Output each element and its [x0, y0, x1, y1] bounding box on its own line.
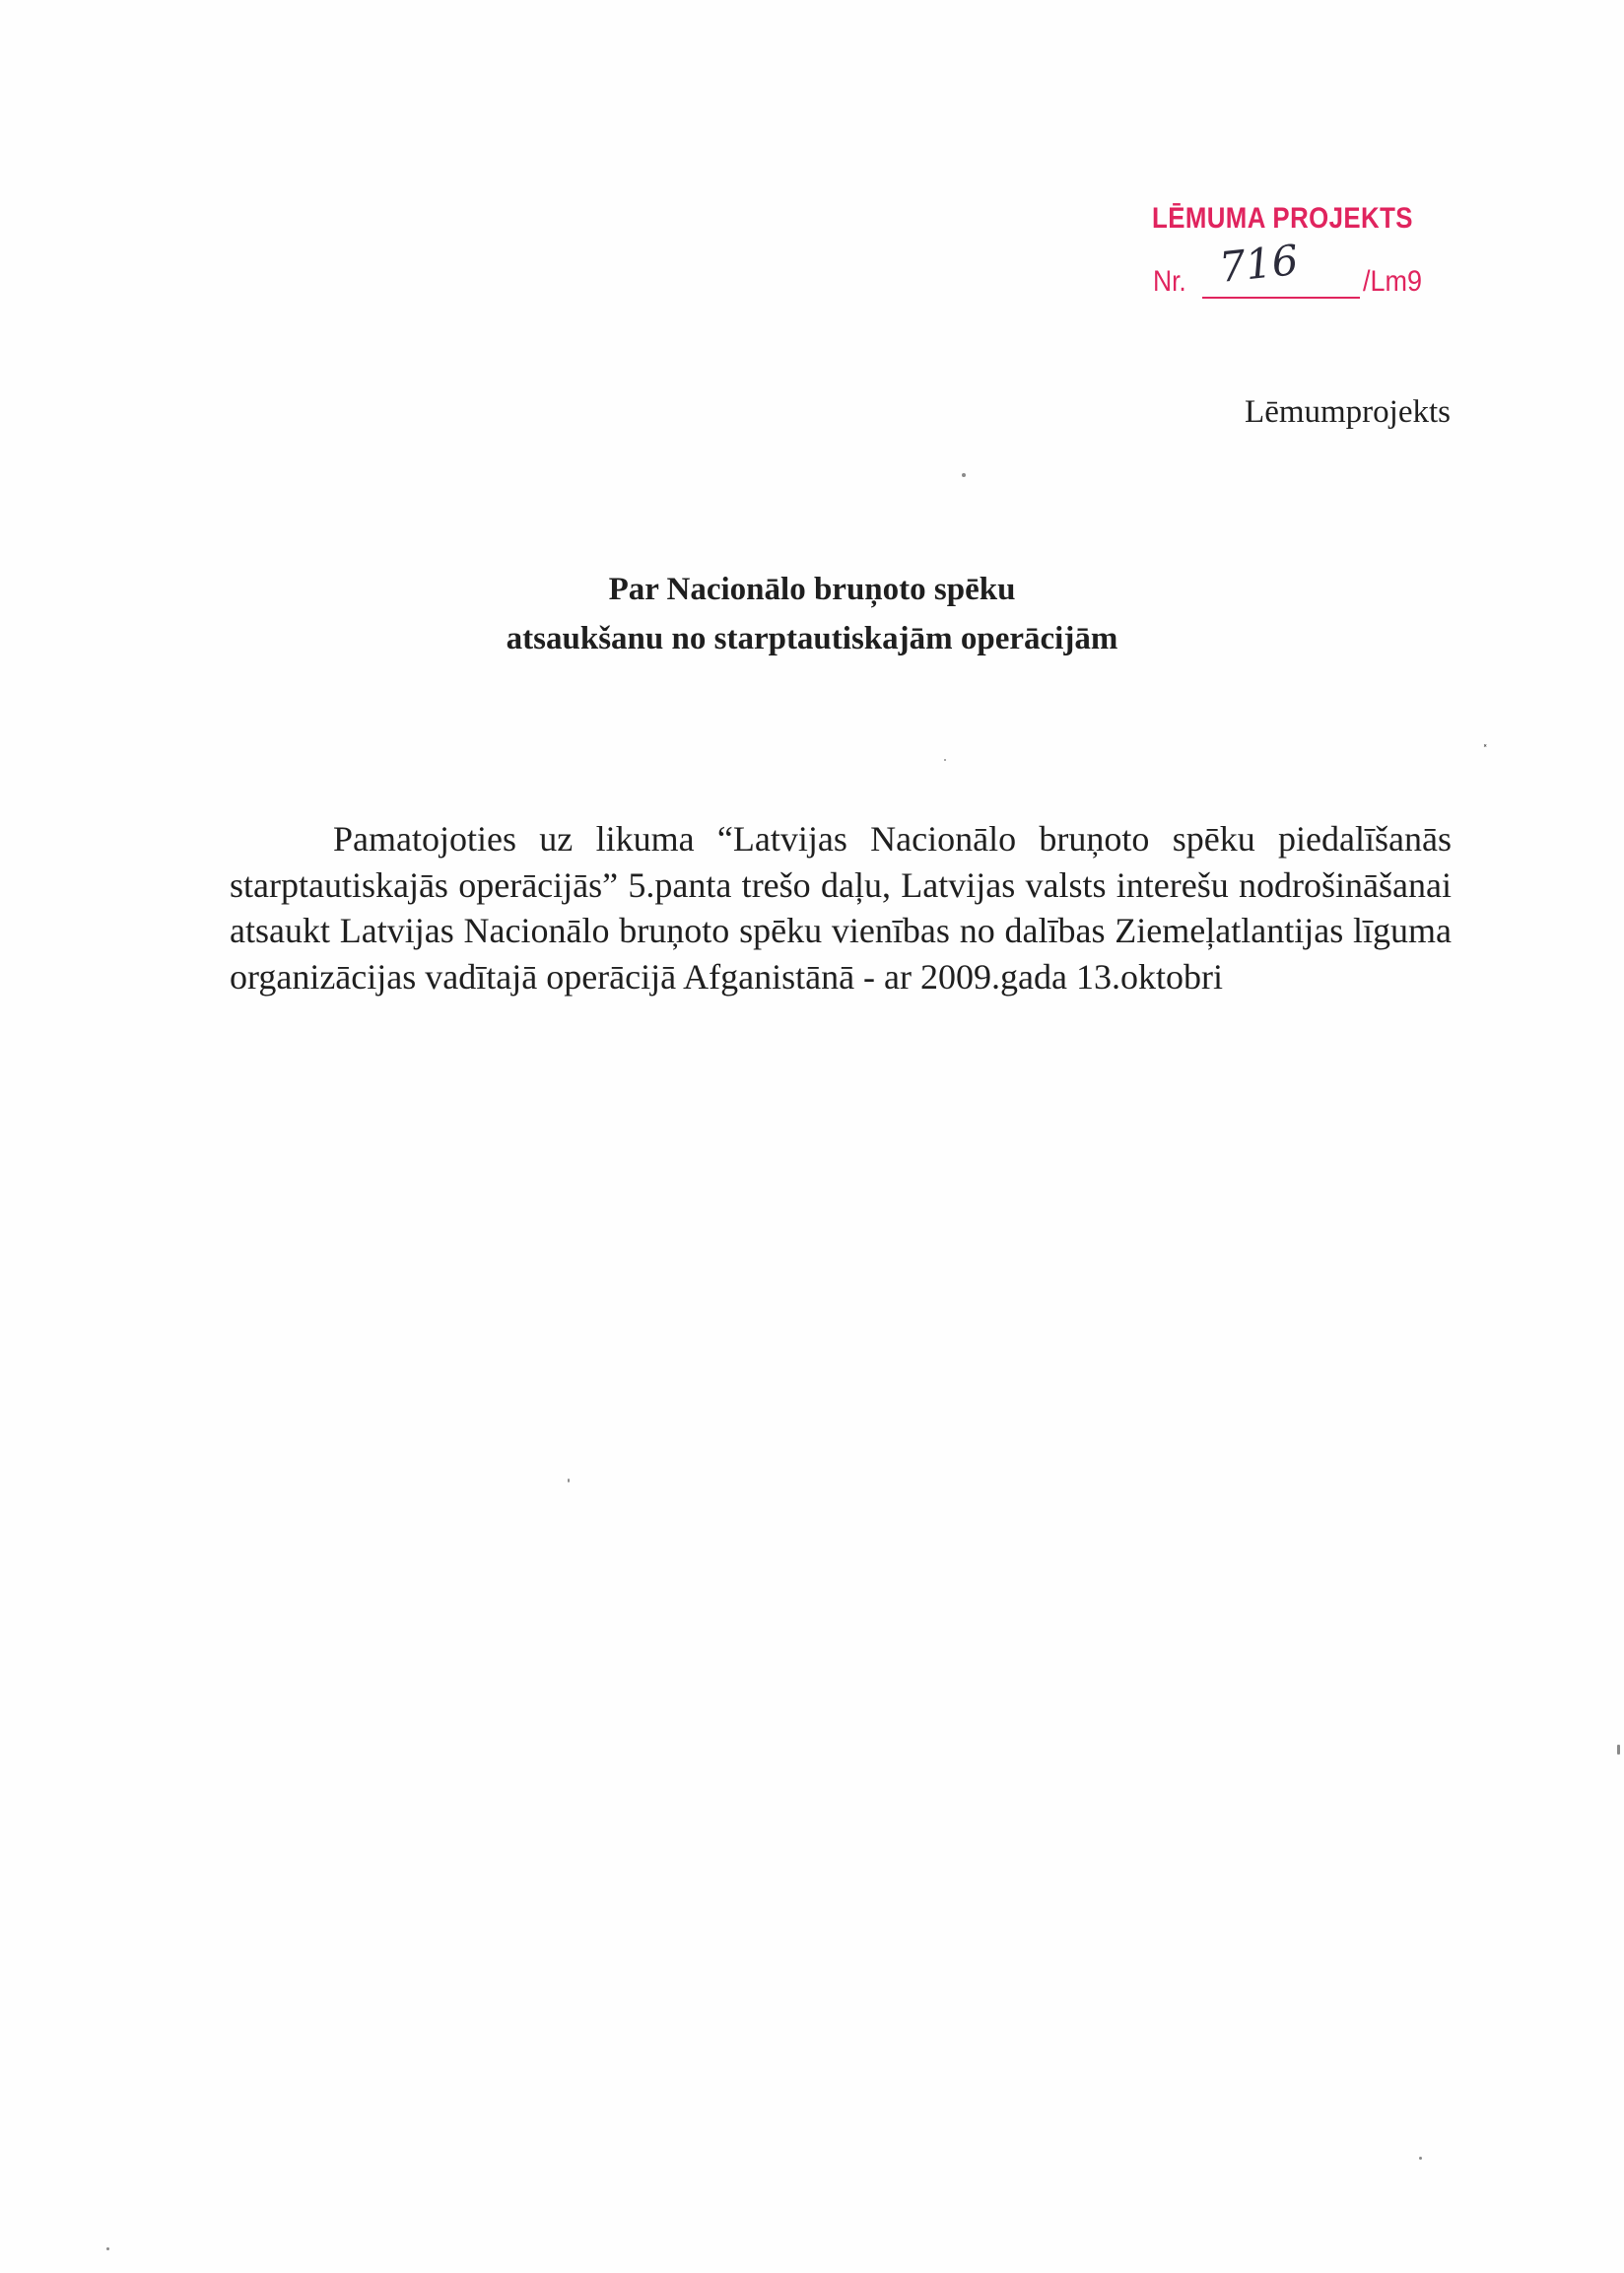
document-label: Lēmumprojekts [1245, 394, 1451, 430]
scan-mark: ⸼ [1484, 728, 1488, 747]
stamp-prefix: Nr. [1153, 265, 1186, 298]
title-line-2: atsaukšanu no starptautiskajām operācijām [506, 621, 1118, 656]
scan-speck [1419, 2157, 1422, 2160]
draft-stamp [1143, 202, 1439, 310]
scan-speck [106, 2247, 109, 2250]
scan-speck [568, 1479, 570, 1482]
scan-speck [962, 473, 966, 477]
scan-speck [944, 759, 946, 761]
stamp-number-line [1153, 235, 1439, 298]
document-body: Pamatojoties uz likuma “Latvijas Nacionālo bruņoto spēku piedalīšanās starptautiskajās operācijās” 5.panta trešo daļu, Latvijas valsts interešu nodrošināšanai atsaukt Latvijas Nacionālo bruņoto spēku vienības no dalības Ziemeļatlantijas līguma organizācijas vadītajā operācijā Afganistānā - ar 2009.gada 13.oktobri [230, 819, 1452, 997]
document-title [0, 565, 1624, 663]
scan-speck [1617, 1745, 1620, 1755]
stamp-title: LĒMUMA PROJEKTS [1152, 202, 1413, 235]
title-line-1: Par Nacionālo bruņoto spēku [608, 572, 1016, 607]
stamp-suffix: /Lm9 [1363, 265, 1423, 298]
stamp-handwritten-number: 716 [1216, 235, 1301, 292]
stamp-underline [1202, 297, 1360, 299]
